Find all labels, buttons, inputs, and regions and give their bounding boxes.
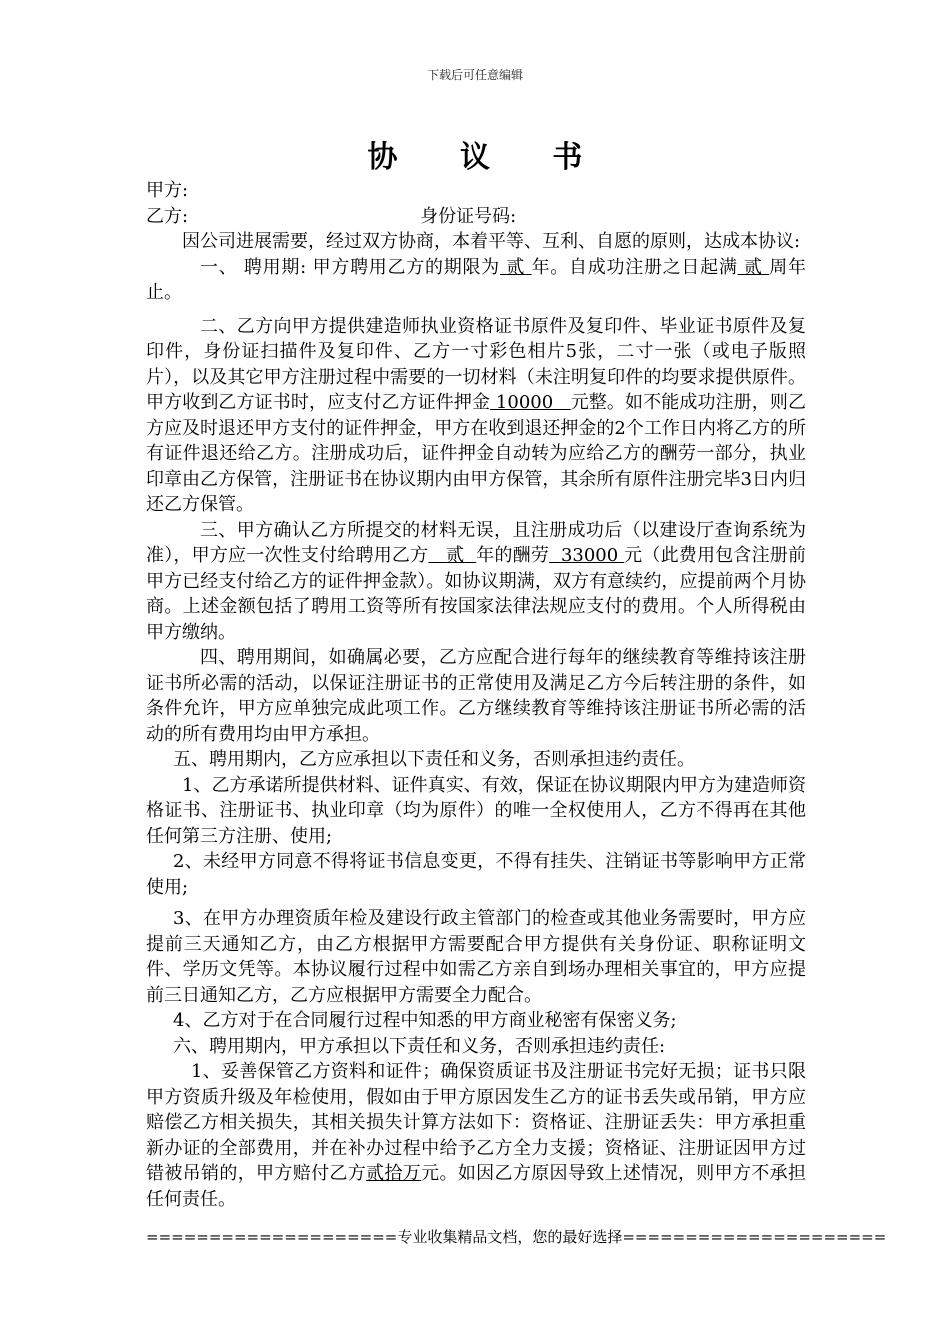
party-b-label: 乙方: [146, 205, 189, 227]
clause-3-end: 元（此费用包含注册前甲方已经支付给乙方的证件押金款）。如协议期满，双方有意续约，应提前两个月协商。上述金额包括了聘用工资等所有按国家法律法规应支付的费用。个人所得税由甲方缴纳。 [146, 545, 807, 643]
clause-6-item-1-text: 1、妥善保管乙方资料和证件；确保资质证书及注册证书完好无损；证书只限甲方资质升级及年检使用，假如由于甲方原因发生乙方的证书丢失或吊销，甲方应赔偿乙方相关损失，其相关损失计算方法如下：资格证、注册证丢失：甲方承担重新办证的全部费用，并在补办过程中给予乙方全力支援；资格证、注册证因甲方过错被吊销的，甲方赔付乙方 [146, 1061, 806, 1184]
clause-3-mid: 年的酬劳 [476, 545, 550, 566]
document-body [146, 178, 806, 1212]
term-years: 贰 [506, 256, 526, 278]
clause-5-item-1: 1、乙方承诺所提供材料、证件真实、有效，保证在协议期限内甲方为建造师资格证书、注册证书、执业印章（均为原件）的唯一全权使用人，乙方不得再在其他任何第三方注册、使用; [146, 774, 806, 847]
footer-banner: ====================专业收集精品文档，您的最好选择===================== [146, 1228, 887, 1246]
fee-years: 贰 [446, 545, 465, 566]
header-note: 下载后可任意编辑 [426, 68, 523, 82]
clause-6-heading: 六、聘用期内，甲方承担以下责任和义务，否则承担违约责任: [173, 1035, 666, 1057]
clause-5-item-2: 2、未经甲方同意不得将证书信息变更，不得有挂失、注销证书等影响甲方正常使用; [146, 851, 806, 898]
clause-1-mid: 年。自成功注册之日起满 [531, 256, 738, 278]
compensation-amount: 贰拾万 [366, 1163, 422, 1184]
clause-1-text: 一、 聘用期: 甲方聘用乙方的期限为 [200, 256, 500, 278]
party-b-line [146, 204, 806, 230]
clause-3-text: 三、甲方确认乙方所提交的材料无误，且注册成功后（以建设厅查询系统为准），甲方应一次性支付给聘用乙方 [146, 519, 806, 566]
clause-1 [146, 255, 806, 306]
id-number-label: 身份证号码: [420, 205, 517, 227]
clause-4: 四、聘用期间，如确属必要，乙方应配合进行每年的继续教育等维持该注册证书所必需的活动，以保证注册证书的正常使用及满足乙方今后转注册的条件，如条件允许，甲方应单独完成此项工作。乙方继续教育等维持该注册证书所必需的活动的所有费用均由甲方承担。 [146, 647, 806, 745]
clause-5-heading: 五、聘用期内，乙方应承担以下责任和义务，否则承担违约责任。 [173, 749, 695, 770]
document-title: 协 议 书 [367, 140, 609, 175]
clause-5-item-3: 3、在甲方办理资质年检及建设行政主管部门的检查或其他业务需要时，甲方应提前三天通知乙方，由乙方根据甲方需要配合甲方提供有关身份证、职称证明文件、学历文凭等。本协议履行过程中如需乙方亲自到场办理相关事宜的，甲方应提前三日通知乙方，乙方应根据甲方需要全力配合。 [146, 908, 806, 1006]
clause-3 [146, 518, 806, 646]
intro-paragraph: 因公司进展需要，经过双方协商，本着平等、互利、自愿的原则，达成本协议: [182, 231, 801, 252]
party-a-line [146, 178, 806, 204]
term-years-2: 贰 [744, 256, 763, 278]
fee-amount: 33000 [560, 545, 619, 566]
clause-2 [146, 314, 806, 518]
clause-6-item-1-end: 元。如因乙方原因导致上述情况，则甲方不承担任何责任。 [146, 1163, 807, 1210]
clause-5-item-4: 4、乙方对于在合同履行过程中知悉的甲方商业秘密有保密义务; [173, 1010, 677, 1031]
clause-2-end: 元整。如不能成功注册，则乙方应及时退还甲方支付的证件押金，甲方在收到退还押金的2个工作日内将乙方的所有证件退还给乙方。注册成功后，证件押金自动转为应给乙方的酬劳一部分，执业印章由乙方保管，注册证书在协议期内由甲方保管，其余所有原件注册完毕3日内归还乙方保管。 [146, 392, 806, 515]
clause-2-text: 二、乙方向甲方提供建造师执业资格证书原件及复印件、毕业证书原件及复印件，身份证扫描件及复印件、乙方一寸彩色相片5张，二寸一张（或电子版照片），以及其它甲方注册过程中需要的一切材料（未注明复印件的均要求提供原件。甲方收到乙方证书时，应支付乙方证件押金 [146, 315, 806, 413]
clause-6-item-1 [146, 1059, 806, 1212]
party-a-label: 甲方: [146, 180, 189, 201]
clause-1-end: 周年止。 [146, 256, 806, 303]
deposit-amount: 10000 [495, 392, 554, 413]
